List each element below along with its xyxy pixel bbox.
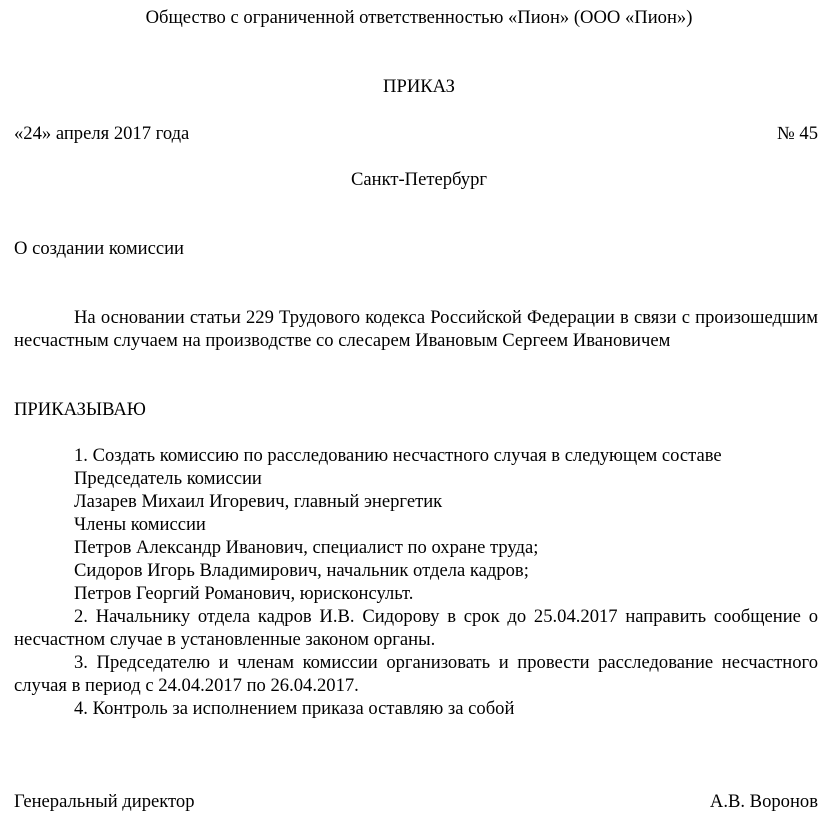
member-1: Петров Александр Иванович, специалист по охране труда; (74, 537, 539, 558)
order-subject: О создании комиссии (14, 238, 185, 259)
basis-paragraph: На основании статьи 229 Трудового кодекса Российской Федерации в связи с произошедшим несчастным случаем на производстве со слесарем Ивановым Сергеем Ивановичем (14, 307, 818, 351)
signatory-name: А.В. Воронов (709, 791, 818, 812)
item-2: 2. Начальнику отдела кадров И.В. Сидорову в срок до 25.04.2017 направить сообщение о несчастном случае в установленные законом органы. (14, 606, 818, 650)
order-date: «24» апреля 2017 года (14, 123, 190, 144)
item-3: 3. Председателю и членам комиссии организовать и провести расследование несчастного случая в период с 24.04.2017 по 26.04.2017. (14, 652, 818, 696)
chair-person: Лазарев Михаил Игоревич, главный энергетик (74, 491, 443, 512)
order-word: ПРИКАЗЫВАЮ (14, 399, 146, 420)
item-1: 1. Создать комиссию по расследованию несчастного случая в следующем составе (74, 445, 722, 466)
signatory-position: Генеральный директор (14, 791, 195, 812)
city: Санкт-Петербург (350, 169, 488, 190)
member-3: Петров Георгий Романович, юрисконсульт. (74, 583, 414, 604)
member-2: Сидоров Игорь Владимирович, начальник отдела кадров; (74, 560, 529, 581)
chair-label: Председатель комиссии (74, 468, 262, 489)
organization-name: Общество с ограниченной ответственностью «Пион» (ООО «Пион») (145, 7, 693, 28)
document-type: ПРИКАЗ (383, 76, 455, 97)
members-label: Члены комиссии (74, 514, 206, 535)
item-4: 4. Контроль за исполнением приказа оставляю за собой (74, 698, 515, 719)
date-number-row (14, 122, 818, 145)
order-number: № 45 (777, 123, 818, 144)
signature-row (14, 790, 818, 813)
